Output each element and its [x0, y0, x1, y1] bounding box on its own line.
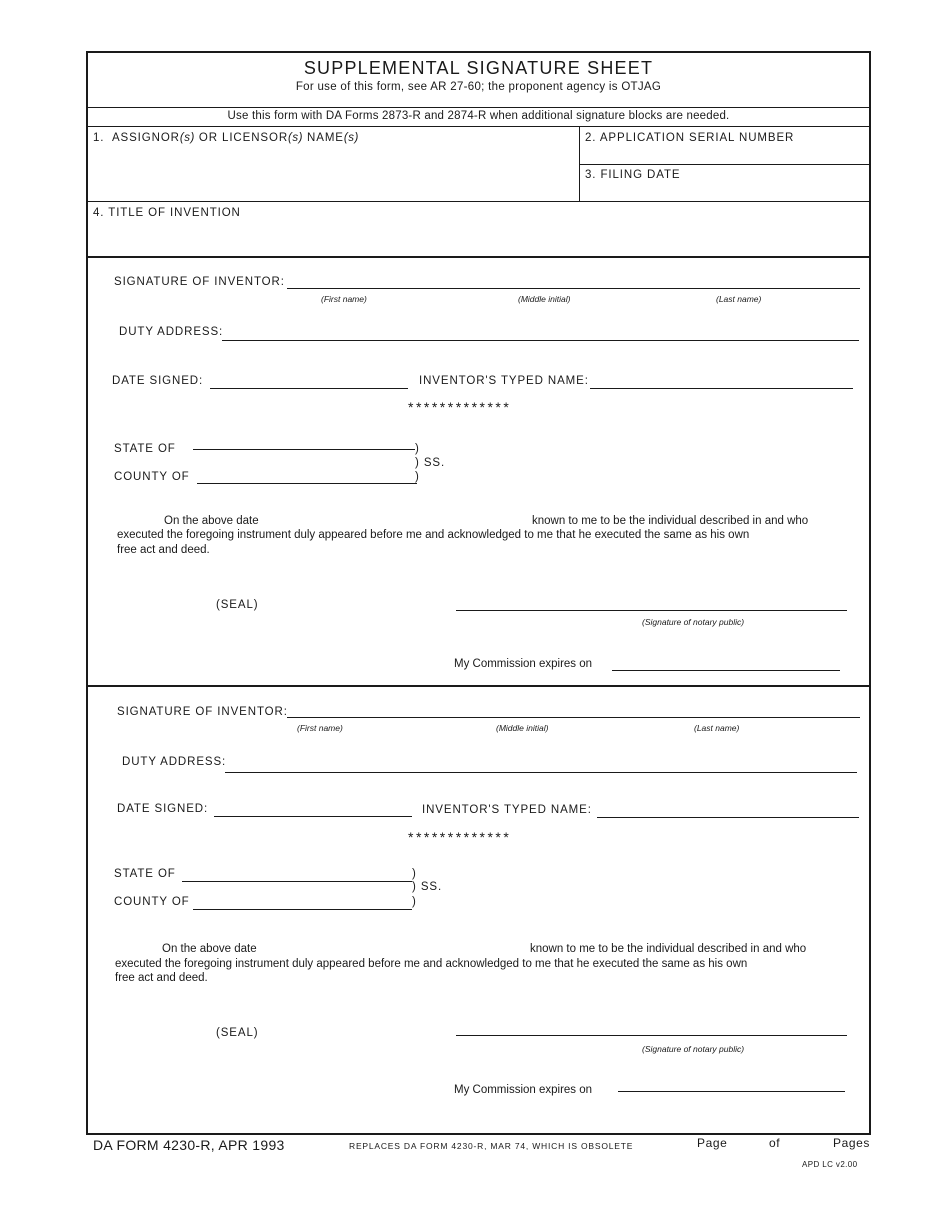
- signature-of-inventor-field[interactable]: [287, 717, 860, 718]
- of-label: of: [769, 1136, 781, 1150]
- ss-label: ) SS.: [412, 881, 443, 893]
- notary-text: free act and deed.: [115, 972, 208, 984]
- first-name-caption: (First name): [321, 294, 367, 304]
- assignor-licensor-name-field[interactable]: [88, 148, 578, 200]
- title-of-invention-field[interactable]: [88, 222, 869, 255]
- inventor-typed-name-label: INVENTOR'S TYPED NAME:: [419, 375, 589, 387]
- asterisk-separator: *************: [408, 399, 512, 415]
- asterisk-separator: *************: [408, 829, 512, 845]
- assignor-licensor-name-label: 1. ASSIGNOR(s) OR LICENSOR(s) NAME(s): [93, 132, 359, 144]
- bracket: ): [412, 868, 417, 880]
- middle-initial-caption: (Middle initial): [518, 294, 571, 304]
- filing-date-field[interactable]: [580, 183, 869, 200]
- date-signed-field[interactable]: [214, 816, 412, 817]
- section-divider: [88, 256, 869, 258]
- inventor-typed-name-field[interactable]: [590, 388, 853, 389]
- date-signed-label: DATE SIGNED:: [112, 375, 204, 387]
- last-name-caption: (Last name): [694, 723, 740, 733]
- notary-text: known to me to be the individual described in and who: [530, 943, 807, 955]
- last-name-caption: (Last name): [716, 294, 762, 304]
- signature-of-inventor-label: SIGNATURE OF INVENTOR:: [117, 706, 288, 718]
- notary-text: On the above date: [164, 515, 259, 527]
- duty-address-field[interactable]: [222, 340, 859, 341]
- first-name-caption: (First name): [297, 723, 343, 733]
- seal-label: (SEAL): [216, 1027, 259, 1039]
- divider: [88, 126, 869, 127]
- section-divider: [88, 685, 869, 687]
- signature-of-inventor-label: SIGNATURE OF INVENTOR:: [114, 276, 285, 288]
- date-signed-field[interactable]: [210, 388, 408, 389]
- notary-signature-field[interactable]: [456, 1035, 847, 1036]
- version-label: APD LC v2.00: [802, 1160, 858, 1169]
- notary-signature-caption: (Signature of notary public): [642, 617, 745, 627]
- state-of-field[interactable]: [182, 881, 412, 882]
- inventor-typed-name-field[interactable]: [597, 817, 859, 818]
- duty-address-field[interactable]: [225, 772, 857, 773]
- notary-text: executed the foregoing instrument duly appeared before me and acknowledged to me that he executed the same as his own: [117, 529, 750, 541]
- seal-label: (SEAL): [216, 599, 259, 611]
- form-number: DA FORM 4230-R, APR 1993: [93, 1137, 285, 1153]
- notary-signature-caption: (Signature of notary public): [642, 1044, 745, 1054]
- notary-text: On the above date: [162, 943, 257, 955]
- county-of-field[interactable]: [193, 909, 412, 910]
- duty-address-label: DUTY ADDRESS:: [122, 756, 227, 768]
- middle-initial-caption: (Middle initial): [496, 723, 549, 733]
- bracket: ): [412, 896, 417, 908]
- duty-address-label: DUTY ADDRESS:: [119, 326, 224, 338]
- divider: [88, 201, 869, 202]
- inventor-typed-name-label: INVENTOR'S TYPED NAME:: [422, 804, 592, 816]
- county-of-label: COUNTY OF: [114, 896, 190, 908]
- filing-date-label: 3. FILING DATE: [585, 169, 681, 181]
- form-title: SUPPLEMENTAL SIGNATURE SHEET: [303, 58, 654, 78]
- date-signed-label: DATE SIGNED:: [117, 803, 209, 815]
- application-serial-number-label: 2. APPLICATION SERIAL NUMBER: [585, 132, 795, 144]
- acknowledgment-date-field[interactable]: [270, 940, 525, 956]
- state-of-label: STATE OF: [114, 443, 176, 455]
- divider: [88, 107, 869, 108]
- state-of-label: STATE OF: [114, 868, 176, 880]
- state-of-field[interactable]: [193, 449, 415, 450]
- replaces-note: REPLACES DA FORM 4230-R, MAR 74, WHICH IS OBSOLETE: [349, 1141, 634, 1151]
- page-number-field[interactable]: [730, 1134, 766, 1150]
- divider: [579, 164, 869, 165]
- commission-expires-label: My Commission expires on: [454, 1084, 593, 1096]
- pages-label: Pages: [833, 1136, 871, 1150]
- application-serial-number-field[interactable]: [580, 146, 869, 163]
- form-subtitle: For use of this form, see AR 27-60; the proponent agency is OTJAG: [295, 81, 662, 93]
- county-of-field[interactable]: [197, 483, 417, 484]
- ss-label: ) SS.: [415, 457, 446, 469]
- bracket: ): [415, 471, 420, 483]
- signature-of-inventor-field[interactable]: [287, 288, 860, 289]
- notary-text: known to me to be the individual described in and who: [532, 515, 809, 527]
- county-of-label: COUNTY OF: [114, 471, 190, 483]
- total-pages-field[interactable]: [785, 1134, 831, 1150]
- notary-text: free act and deed.: [117, 544, 210, 556]
- bracket: ): [415, 443, 420, 455]
- title-of-invention-label: 4. TITLE OF INVENTION: [93, 207, 241, 219]
- usage-note: Use this form with DA Forms 2873-R and 2874-R when additional signature blocks are needed.: [227, 110, 730, 122]
- commission-expires-field[interactable]: [612, 670, 840, 671]
- commission-expires-field[interactable]: [618, 1091, 845, 1092]
- commission-expires-label: My Commission expires on: [454, 658, 593, 670]
- notary-signature-field[interactable]: [456, 610, 847, 611]
- page-label: Page: [697, 1136, 728, 1150]
- notary-text: executed the foregoing instrument duly appeared before me and acknowledged to me that he executed the same as his own: [115, 958, 748, 970]
- acknowledgment-date-field[interactable]: [272, 512, 527, 528]
